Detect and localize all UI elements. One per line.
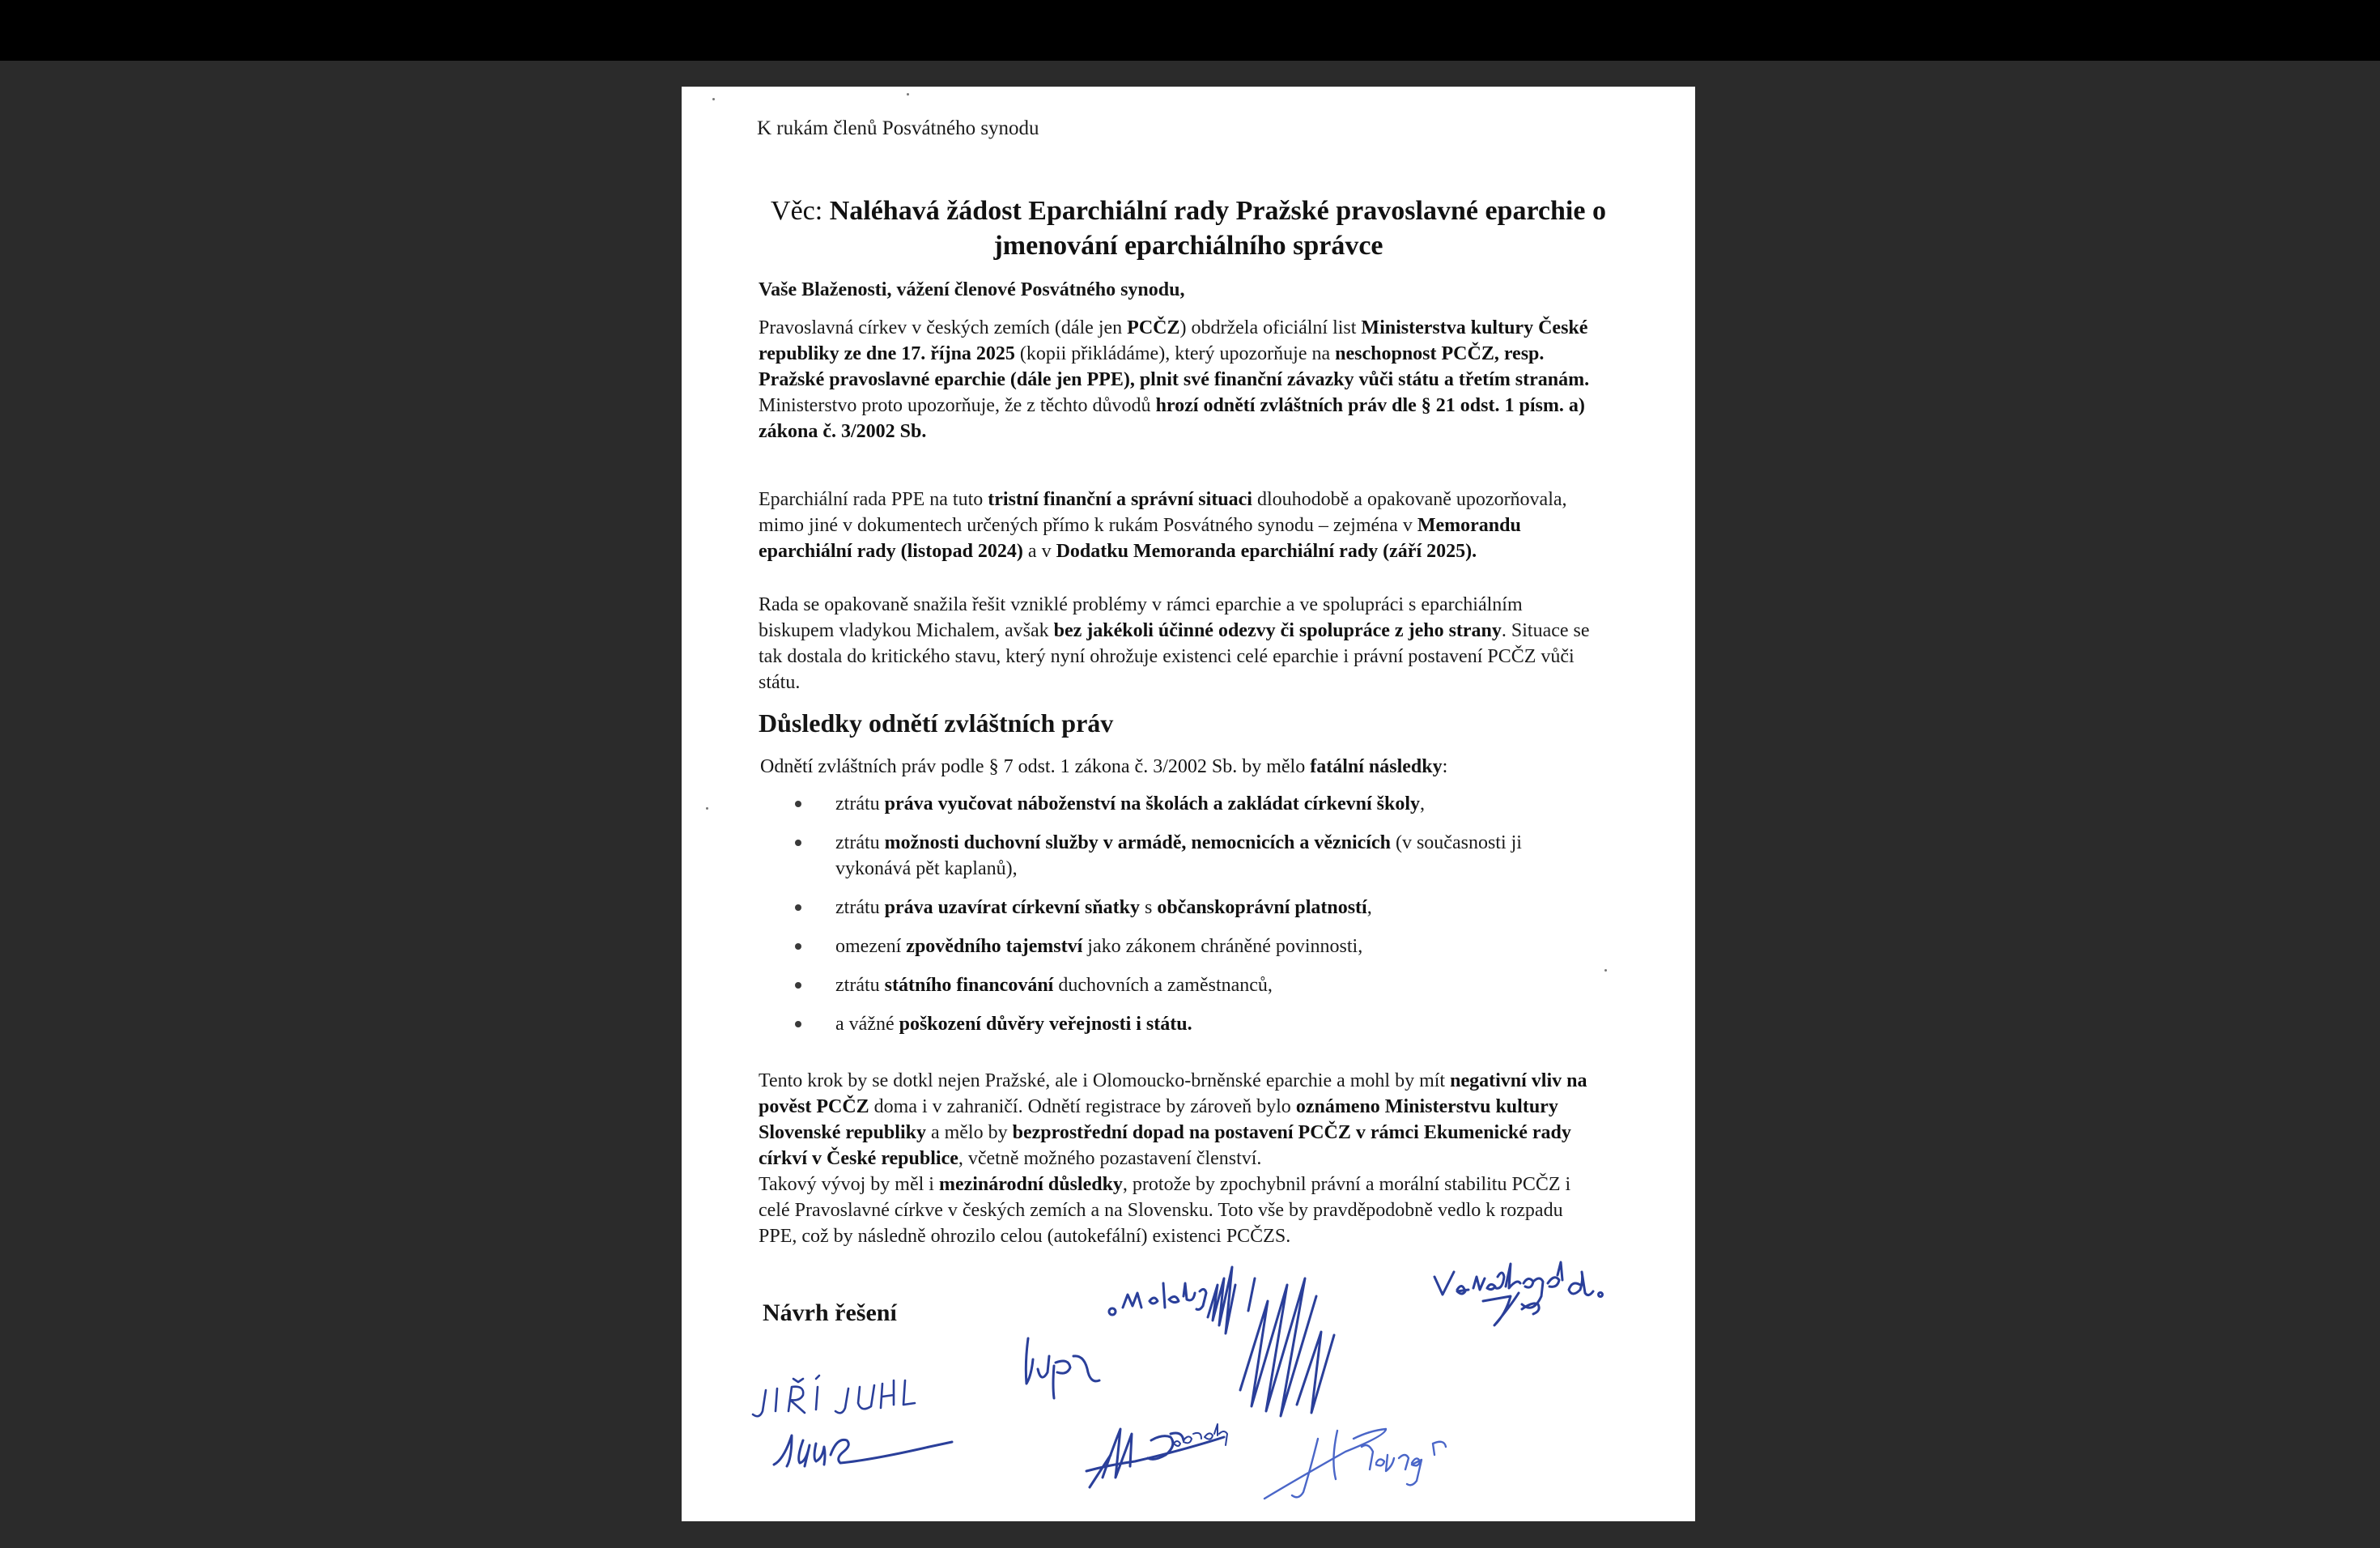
bold-text-run: poškození důvěry veřejnosti i státu. xyxy=(899,1014,1192,1035)
bold-text-run: bez jakékoli účinné odezvy či spolupráce z jeho strany xyxy=(1053,620,1502,641)
text-run: a mělo by xyxy=(925,1122,1013,1143)
bold-text-run: tristní finanční a správní situaci xyxy=(988,489,1252,510)
document-page xyxy=(682,87,1695,1521)
bold-text-run: státního financování xyxy=(884,975,1054,996)
text-run: ) obdržela oficiální list xyxy=(1179,317,1362,338)
text-run: Takový vývoj by měl i xyxy=(759,1174,939,1195)
text-run: duchovních a zaměstnanců, xyxy=(1053,975,1273,996)
text-run: Pravoslavná církev v českých zemích (dále jen xyxy=(759,317,1128,338)
text-run: jako zákonem chráněné povinnosti, xyxy=(1082,936,1363,957)
signature-jiri-juhl-print xyxy=(753,1376,915,1416)
bold-text-run: bezprostřední dopad na postavení PCČZ v rámci Ekumenické rady církví v České republice xyxy=(759,1122,1571,1169)
text-run: Rada se opakovaně snažila řešit vzniklé problémy v rámci eparchie a ve spolupráci s eparchiálním biskupem vladykou Michalem, avšak xyxy=(759,594,1523,641)
signature-pohudy xyxy=(1264,1429,1446,1499)
bold-text-run: fatální následky xyxy=(1310,756,1443,777)
signature-small xyxy=(1026,1338,1099,1398)
bold-text-run: Dodatku Memoranda eparchiální rady (září 2025). xyxy=(1056,541,1477,562)
text-run: (kopii přikládáme), který upozorňuje na xyxy=(1014,343,1336,364)
bold-text-run: zpovědního tajemství xyxy=(906,936,1083,957)
bold-text-run: negativní vliv na pověst PCČZ xyxy=(759,1070,1587,1117)
bold-text-run: oznámeno Ministerstvu kultury Slovenské republiky xyxy=(759,1096,1558,1143)
text-run: Odnětí zvláštních práv podle § 7 odst. 1 zákona č. 3/2002 Sb. by mělo xyxy=(760,756,1311,777)
heading-consequences: Důsledky odnětí zvláštních práv xyxy=(759,708,1114,738)
text-run: Eparchiální rada PPE na tuto xyxy=(759,489,988,510)
subject-title: Naléhavá žádost Eparchiální rady Pražské pravoslavné eparchie o jmenování eparchiálního správce xyxy=(829,196,1606,261)
text-run: doma i v zahraničí. Odnětí registrace by zároveň bylo xyxy=(869,1096,1296,1117)
bold-text-run: PCČZ xyxy=(1127,317,1180,338)
text-run: . Situace se tak dostala do kritického stavu, který nyní ohrožuje existenci celé eparchie i právní postavení PCČZ vůči státu. xyxy=(759,620,1590,693)
bold-text-run: práva vyučovat náboženství na školách a zakládat církevní školy xyxy=(884,793,1421,814)
text-run: ztrátu xyxy=(835,897,885,918)
bold-text-run: hrozí odnětí zvláštních práv dle § 21 odst. 1 písm. a) zákona č. 3/2002 Sb. xyxy=(759,395,1585,442)
bold-text-run: mezinárodní důsledky xyxy=(938,1174,1123,1195)
signature-dorotej xyxy=(1086,1424,1227,1487)
text-run: (v současnosti ji vykonává pět kaplanů), xyxy=(835,832,1522,879)
bold-text-run: Ministerstva kultury České republiky ze dne 17. října 2025 xyxy=(759,317,1588,364)
bold-text-run: Memorandu eparchiální rady (listopad 2024) xyxy=(759,515,1521,562)
addressee-line: K rukám členů Posvátného synodu xyxy=(757,117,1039,139)
text-run: , xyxy=(1366,897,1372,918)
signature-vaneckova xyxy=(1434,1262,1603,1325)
signature-hatched xyxy=(1240,1278,1334,1416)
bold-text-run: možnosti duchovní služby v armádě, nemocnicích a věznicích xyxy=(884,832,1391,853)
signature-juhl xyxy=(774,1435,952,1466)
text-run: , včetně možného pozastavení členství. xyxy=(958,1148,1262,1169)
text-run: : xyxy=(1442,756,1448,777)
text-run: ztrátu xyxy=(835,975,885,996)
signature-metodej xyxy=(1109,1267,1255,1333)
text-run: dlouhodobě a opakovaně upozorňovala, mimo jiné v dokumentech určených přímo k rukám Posvátného synodu – zejména v xyxy=(759,489,1567,536)
text-run: s xyxy=(1139,897,1158,918)
text-run: omezení xyxy=(835,936,907,957)
text-run: , xyxy=(1420,793,1426,814)
viewer-top-bar xyxy=(0,0,2380,61)
text-run: a vážné xyxy=(835,1014,899,1035)
text-run: , protože by zpochybnil právní a morální stabilitu PCČZ i celé Pravoslavné církve v českých zemích a na Slovensku. Toto vše by pravděpodobně vedlo k rozpadu PPE, což by následně ohrozilo celou (autokefální) existenci PCČZS. xyxy=(759,1174,1571,1247)
text-run: ztrátu xyxy=(835,793,885,814)
bold-text-run: neschopnost PCČZ, resp. Pražské pravoslavné eparchie (dále jen PPE), plnit své finanční závazky vůči státu a třetím stranám. xyxy=(759,343,1590,390)
text-run: Tento krok by se dotkl nejen Pražské, ale i Olomoucko-brněnské eparchie a mohl by mít xyxy=(759,1070,1451,1091)
subject-prefix: Věc: xyxy=(771,196,830,226)
text-run: ztrátu xyxy=(835,832,885,853)
greeting: Vaše Blaženosti, vážení členové Posvátného synodu, xyxy=(759,279,1185,300)
heading-solution: Návrh řešení xyxy=(763,1299,897,1326)
bold-text-run: občanskoprávní platností xyxy=(1157,897,1367,918)
text-run: Ministerstvo proto upozorňuje, že z těchto důvodů xyxy=(759,395,1156,416)
bold-text-run: práva uzavírat církevní sňatky xyxy=(884,897,1140,918)
text-run: a v xyxy=(1022,541,1056,562)
signatures-area xyxy=(682,87,1695,1521)
